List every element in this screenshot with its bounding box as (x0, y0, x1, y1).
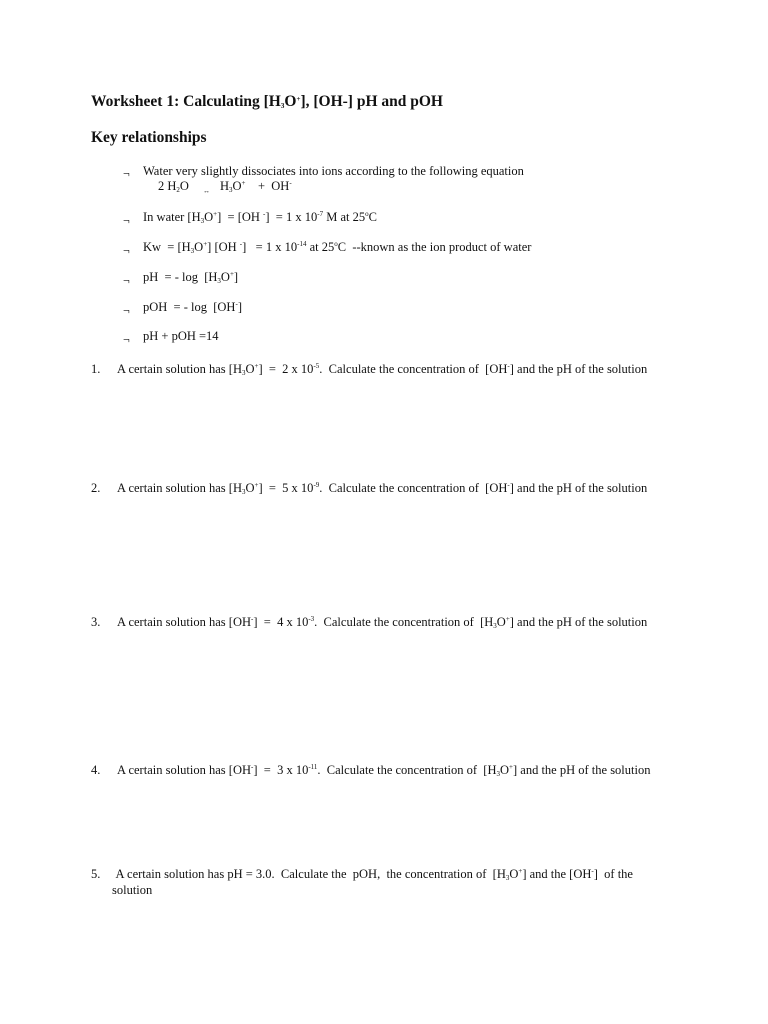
question-5-text: A certain solution has pH = 3.0. Calculate the pOH, the concentration of $[H_3O^+]$ and the [OH-] of the (110, 867, 633, 882)
relationship-dissociation-text: Water very slightly dissociates into ions according to the following equation (143, 164, 524, 178)
question-number: 3. (91, 615, 101, 629)
question-number: 4. (91, 763, 101, 777)
bullet-icon: ¬ (123, 303, 130, 317)
bullet-icon: ¬ (123, 273, 130, 287)
question-number: 2. (91, 481, 101, 495)
question-3-text: A certain solution has [OH-] = 4 x $10^{-3}$. Calculate the concentration of $[H_3O^+]$ and the pH of the solution (117, 615, 648, 630)
bullet-icon: ¬ (123, 166, 130, 180)
question-number: 1. (91, 362, 101, 376)
question-5-text-continued: solution (112, 883, 153, 897)
section-heading: Key relationships (91, 129, 207, 146)
relationship-ion-product: $Kw = [H_3O^+]$ [OH -] = 1 x $10^{-14}$ at 25$^o$C --known as the ion product of water (143, 240, 532, 255)
question-2-text: A certain solution has $[H_3O^+] = 5$ x $10^{-9}$. Calculate the concentration of [OH-] and the pH of the solution (117, 481, 648, 496)
bullet-icon: ¬ (123, 332, 130, 346)
equilibrium-arrow-icon: ↔ (202, 187, 210, 195)
question-4-text: A certain solution has [OH-] = 3 x $10^{-11}$. Calculate the concentration of $[H_3O^+]$ and the pH of the solution (117, 763, 651, 778)
relationship-ph-poh-sum: pH + pOH =14 (143, 329, 219, 343)
question-number: 5. (91, 867, 101, 881)
dissociation-equation: 2 $H_2O$ $_\leftrightarrow$ $H_3O^+$ + OH- (158, 179, 292, 195)
relationship-poh-formula: pOH = - log [OH-] (143, 300, 242, 314)
question-1-text: A certain solution has $[H_3O^+] = 2$ x $10^{-5}$. Calculate the concentration of [OH-] and the pH of the solution (117, 362, 648, 377)
relationship-ph-formula: pH = - $\log [H_3O^+]$ (143, 270, 239, 285)
relationship-water-concentration: In water $[H_3O^+] = [OH$ -] = 1 x $10^{-7}$ M at 25$^o$C (143, 210, 377, 225)
page-title: Worksheet 1: Calculating $[H_3O^+]$, [OH-] pH and pOH (91, 93, 443, 110)
bullet-icon: ¬ (123, 213, 130, 227)
bullet-icon: ¬ (123, 243, 130, 257)
